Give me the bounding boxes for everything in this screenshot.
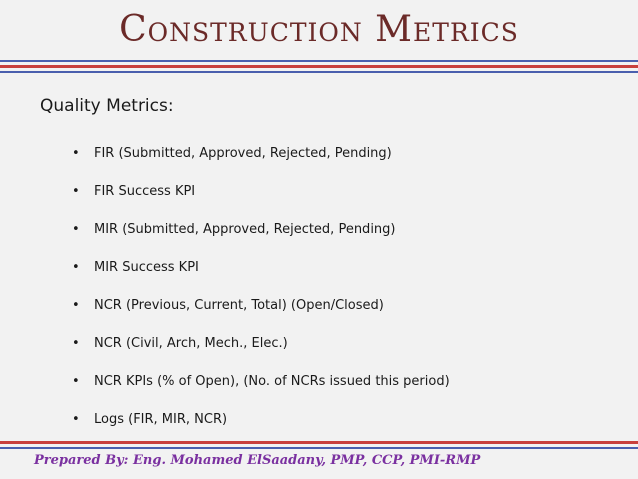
header-rule-blue — [0, 60, 638, 62]
bullet-icon: • — [72, 374, 80, 389]
bullet-item — [70, 220, 450, 258]
bullet-item — [70, 372, 450, 410]
bullet-item — [70, 182, 450, 220]
bullet-text: MIR Success KPI — [94, 260, 199, 275]
bullet-text: Logs (FIR, MIR, NCR) — [94, 412, 228, 427]
author-footer: Prepared By: Eng. Mohamed ElSaadany, PMP, CCP, PMI-RMP — [34, 453, 481, 468]
footer-rule-blue — [0, 447, 638, 449]
bullet-text: FIR (Submitted, Approved, Rejected, Pending) — [94, 146, 392, 161]
bullet-item — [70, 334, 450, 372]
bullet-text: NCR (Previous, Current, Total) (Open/Closed) — [94, 298, 384, 313]
bullet-icon: • — [72, 336, 80, 351]
header-rule-red — [0, 65, 638, 68]
bullet-icon: • — [72, 146, 80, 161]
bullet-text: MIR (Submitted, Approved, Rejected, Pending) — [94, 222, 396, 237]
slide-title: Construction Metrics — [119, 9, 519, 50]
bullet-icon: • — [72, 412, 80, 427]
bullet-text: FIR Success KPI — [94, 184, 196, 199]
bullet-item — [70, 258, 450, 296]
bullet-item — [70, 144, 450, 182]
bullet-text: NCR (Civil, Arch, Mech., Elec.) — [94, 336, 288, 351]
bullet-icon: • — [72, 222, 80, 237]
section-heading: Quality Metrics: — [40, 96, 174, 116]
header-rule-blue-lower — [0, 71, 638, 73]
bullet-icon: • — [72, 298, 80, 313]
bullet-list — [70, 144, 450, 448]
bullet-icon: • — [72, 260, 80, 275]
bullet-icon: • — [72, 184, 80, 199]
footer-rule-red — [0, 441, 638, 444]
bullet-item — [70, 296, 450, 334]
bullet-text: NCR KPIs (% of Open), (No. of NCRs issued this period) — [94, 374, 450, 389]
